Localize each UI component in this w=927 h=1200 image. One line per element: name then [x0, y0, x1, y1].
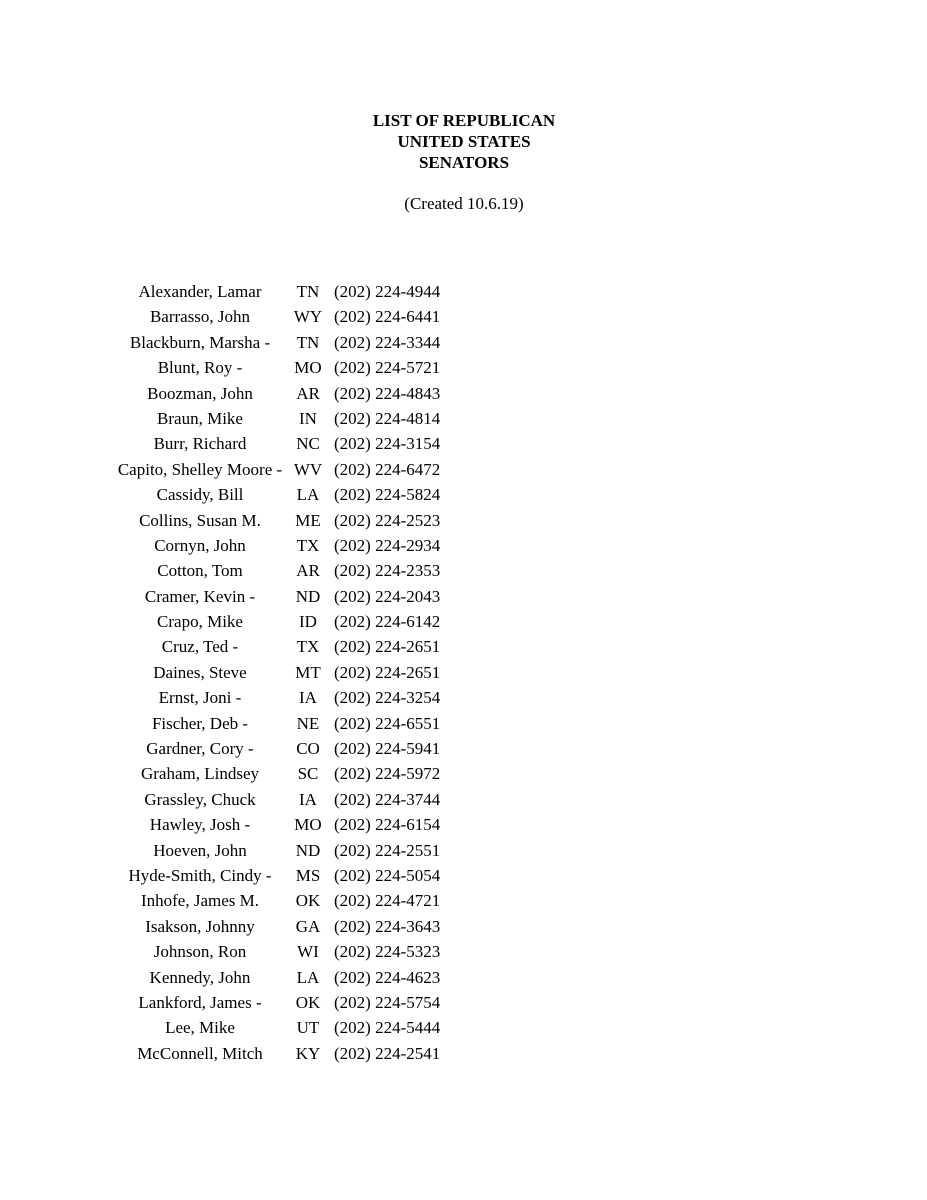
senator-row: [100, 662, 480, 687]
senator-phone: (202) 224-6441: [334, 307, 441, 327]
senator-row: [100, 560, 480, 585]
senator-state: SC: [297, 764, 319, 784]
senator-phone: (202) 224-3344: [334, 332, 441, 352]
senator-phone: (202) 224-5824: [334, 485, 441, 505]
senator-name: Cassidy, Bill: [156, 485, 244, 505]
senator-name: Boozman, John: [147, 383, 253, 403]
senator-phone: (202) 224-4944: [334, 282, 441, 301]
senator-phone: (202) 224-3643: [334, 916, 441, 936]
senator-phone: (202) 224-5054: [334, 865, 441, 885]
senator-name: Cotton, Tom: [157, 561, 243, 581]
senator-state: AR: [296, 561, 320, 581]
senator-name: Johnson, Ron: [153, 942, 247, 962]
senator-row: [100, 332, 480, 357]
senator-name: McConnell, Mitch: [137, 1043, 263, 1063]
senator-state: ID: [299, 612, 317, 632]
senator-name: Crapo, Mike: [157, 612, 243, 632]
senator-row: [100, 535, 480, 560]
senator-state: MS: [295, 865, 321, 885]
senator-state: TN: [296, 332, 320, 352]
senator-phone: (202) 224-6551: [334, 713, 441, 733]
senator-row: [100, 763, 480, 788]
senator-row: [100, 687, 480, 712]
senator-row: [100, 484, 480, 509]
senator-phone: (202) 224-2541: [334, 1043, 441, 1063]
senator-phone: (202) 224-3744: [334, 789, 441, 809]
senator-list: [100, 281, 480, 1068]
senator-state: MO: [294, 815, 322, 835]
senator-row: [100, 789, 480, 814]
senator-state: GA: [295, 916, 321, 936]
senator-row: [100, 306, 480, 331]
senator-state: OK: [295, 992, 321, 1012]
senator-phone: (202) 224-2043: [334, 586, 441, 606]
senator-row: [100, 916, 480, 941]
senator-name: Blunt, Roy -: [157, 358, 243, 378]
senator-state: MT: [295, 662, 321, 682]
senator-state: LA: [296, 967, 320, 987]
senator-row: [100, 383, 480, 408]
senator-name: Braun, Mike: [157, 408, 243, 428]
senator-state: LA: [296, 485, 320, 505]
senator-name: Burr, Richard: [153, 434, 247, 454]
senator-phone: (202) 224-2651: [334, 662, 441, 682]
senator-name: Ernst, Joni -: [158, 688, 242, 708]
senator-name: Hawley, Josh -: [149, 815, 251, 835]
senator-phone: (202) 224-3154: [334, 434, 441, 454]
senator-phone: (202) 224-6154: [334, 815, 441, 835]
senator-state: TN: [296, 282, 320, 301]
senator-phone: (202) 224-5721: [334, 358, 441, 378]
senator-phone: (202) 224-4721: [334, 891, 441, 911]
senator-row: [100, 636, 480, 661]
senator-name: Hoeven, John: [153, 840, 247, 860]
senator-phone: (202) 224-4843: [334, 383, 441, 403]
senator-state: ME: [295, 510, 321, 530]
senator-state: IN: [299, 408, 317, 428]
senator-row: [100, 890, 480, 915]
senator-name: Fischer, Deb -: [151, 713, 249, 733]
senator-row: [100, 967, 480, 992]
senator-name: Graham, Lindsey: [140, 764, 260, 784]
senator-row: [100, 941, 480, 966]
senator-phone: (202) 224-4623: [334, 967, 441, 987]
senator-name: Cornyn, John: [154, 535, 246, 555]
senator-phone: (202) 224-2523: [334, 510, 441, 530]
document-title: [364, 110, 564, 173]
senator-phone: (202) 224-6142: [334, 612, 441, 632]
senator-phone: (202) 224-6472: [334, 459, 441, 479]
senator-row: [100, 1017, 480, 1042]
senator-name: Kennedy, John: [149, 967, 251, 987]
senator-name: Daines, Steve: [153, 662, 247, 682]
senator-row: [100, 433, 480, 458]
senator-state: KY: [295, 1043, 321, 1063]
senator-name: Lee, Mike: [165, 1018, 235, 1038]
created-date: (Created 10.6.19): [404, 194, 524, 213]
senator-name: Lankford, James -: [138, 992, 262, 1012]
senator-row: [100, 510, 480, 535]
title-line-3: SENATORS: [418, 153, 510, 172]
senator-name: Inhofe, James M.: [140, 891, 260, 911]
senator-name: Capito, Shelley Moore -: [117, 459, 283, 479]
senator-state: MO: [294, 358, 322, 378]
senator-state: WY: [293, 307, 323, 327]
senator-phone: (202) 224-2651: [334, 637, 441, 657]
senator-row: [100, 992, 480, 1017]
senator-phone: (202) 224-2551: [334, 840, 441, 860]
senator-row: [100, 814, 480, 839]
senator-state: NC: [296, 434, 320, 454]
senator-row: [100, 611, 480, 636]
senator-phone: (202) 224-5941: [334, 739, 441, 759]
senator-phone: (202) 224-3254: [334, 688, 441, 708]
senator-row: [100, 459, 480, 484]
senator-state: CO: [296, 739, 320, 759]
senator-phone: (202) 224-2353: [334, 561, 441, 581]
title-line-2: UNITED STATES: [397, 132, 531, 151]
senator-row: [100, 586, 480, 611]
senator-row: [100, 713, 480, 738]
senator-row: [100, 408, 480, 433]
senator-phone: (202) 224-5444: [334, 1018, 441, 1038]
senator-state: ND: [295, 586, 321, 606]
senator-row: [100, 738, 480, 763]
senator-row: [100, 840, 480, 865]
senator-state: IA: [299, 688, 317, 708]
senator-state: AR: [296, 383, 320, 403]
senator-phone: (202) 224-5754: [334, 992, 441, 1012]
senator-state: OK: [295, 891, 321, 911]
senator-phone: (202) 224-4814: [334, 408, 441, 428]
senator-name: Collins, Susan M.: [139, 510, 261, 530]
senator-name: Isakson, Johnny: [145, 916, 255, 936]
senator-state: NE: [296, 713, 320, 733]
senator-name: Grassley, Chuck: [144, 789, 256, 809]
senator-row: [100, 281, 480, 306]
senator-phone: (202) 224-5323: [334, 942, 441, 962]
senator-row: [100, 357, 480, 382]
senator-state: IA: [299, 789, 317, 809]
senator-name: Gardner, Cory -: [146, 739, 254, 759]
senator-name: Blackburn, Marsha -: [129, 332, 271, 352]
senator-state: ND: [295, 840, 321, 860]
senator-name: Cramer, Kevin -: [144, 586, 256, 606]
senator-name: Barrasso, John: [149, 307, 251, 327]
senator-phone: (202) 224-2934: [334, 535, 441, 555]
senator-state: WI: [297, 942, 319, 962]
senator-row: [100, 1043, 480, 1068]
senator-name: Cruz, Ted -: [161, 637, 239, 657]
senator-row: [100, 865, 480, 890]
senator-name: Alexander, Lamar: [138, 282, 262, 301]
senator-state: TX: [296, 637, 320, 657]
senator-phone: (202) 224-5972: [334, 764, 441, 784]
senator-name: Hyde-Smith, Cindy -: [128, 865, 272, 885]
title-line-1: LIST OF REPUBLICAN: [372, 111, 556, 130]
senator-state: UT: [296, 1018, 320, 1038]
senator-state: WV: [293, 459, 323, 479]
senator-state: TX: [296, 535, 320, 555]
